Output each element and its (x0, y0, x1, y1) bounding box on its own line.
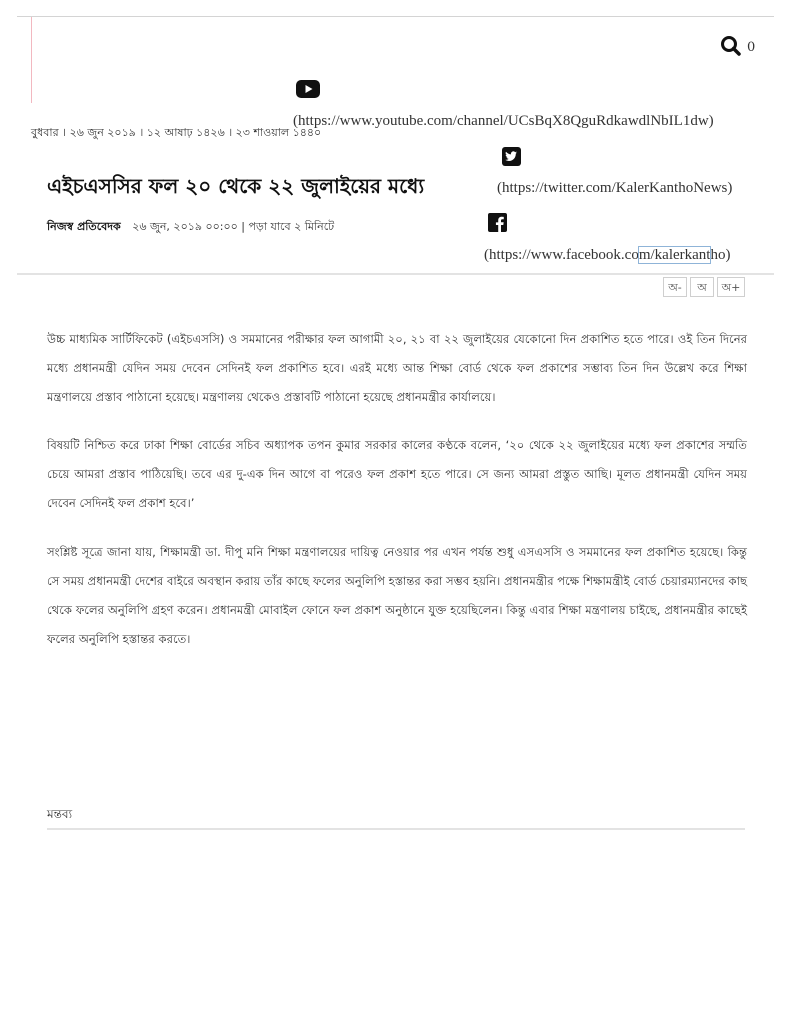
youtube-link[interactable]: (https://www.youtube.com/channel/UCsBqX8QguRdkawdlNbIL1dw) (293, 113, 714, 129)
font-decrease-button[interactable]: অ- (663, 277, 687, 297)
comments-divider (47, 828, 745, 830)
facebook-link-prefix: (https://www.facebook.co (484, 247, 639, 263)
left-accent-line (31, 17, 32, 103)
font-increase-button[interactable]: অ+ (717, 277, 745, 297)
facebook-link[interactable] (484, 247, 730, 264)
article-paragraph-2: বিষয়টি নিশ্চিত করে ঢাকা শিক্ষা বোর্ডের সচিব অধ্যাপক তপন কুমার সরকার কালের কণ্ঠকে বলেন, ‘২০ থেকে ২২ জুলাইয়ের মধ্যে ফল প্রকাশের সম্মতি চেয়ে আমরা প্রস্তাব পাঠিয়েছি। তবে এর দু-এক দিন আগে বা পরেও ফল প্রকাশ হতে পারে। সে জন্য আমরা প্রস্তুত আছি। মূলত প্রধানমন্ত্রী যেদিন সময় দেবেন সেদিনই ফল প্রকাশ হবে।’ (47, 438, 747, 510)
article-paragraph-3: সংশ্লিষ্ট সূত্রে জানা যায়, শিক্ষামন্ত্রী ডা. দীপু মনি শিক্ষা মন্ত্রণালয়ের দায়িত্ব নেওয়ার পর এখন পর্যন্ত শুধু এসএসসি ও সমমানের ফল প্রকাশিত হয়েছে। কিন্তু সে সময় প্রধানমন্ত্রী দেশের বাইরে অবস্থান করায় তাঁর কাছে ফলের অনুলিপি হস্তান্তর করা সম্ভব হয়নি। প্রধানমন্ত্রীর পক্ষে শিক্ষামন্ত্রীই বোর্ড চেয়ারম্যানদের কাছ থেকে ফলের অনুলিপি গ্রহণ করেন। প্রধানমন্ত্রী মোবাইল ফোনে ফল প্রকাশ অনুষ্ঠানে যুক্ত হয়েছিলেন। কিন্তু এবার শিক্ষা মন্ত্রণালয় চাইছে, প্রধানমন্ত্রীর কাছেই ফলের অনুলিপি হস্তান্তর করতে। (47, 545, 747, 646)
date-line: বুধবার । ২৬ জুন ২০১৯ । ১২ আষাঢ় ১৪২৬ । ২৩ শাওয়াল ১৪৪০ (31, 126, 322, 139)
search-count: 0 (747, 40, 756, 55)
byline (47, 218, 334, 237)
facebook-icon[interactable] (488, 213, 507, 232)
article-paragraph-1: উচ্চ মাধ্যমিক সার্টিফিকেট (এইচএসসি) ও সমমানের পরীক্ষার ফল আগামী ২০, ২১ বা ২২ জুলাইয়ের যেকোনো দিন প্রকাশিত হতে পারে। ওই তিন দিনের মধ্যে প্রধানমন্ত্রী যেদিন সময় দেবেন সেদিনই ফল প্রকাশিত হবে। এরই মধ্যে আন্ত শিক্ষা বোর্ড থেকে ফল প্রকাশের সম্ভাব্য তিন দিন উল্লেখ করে শিক্ষা মন্ত্রণালয়ে প্রস্তাব পাঠানো হয়েছে। মন্ত্রণালয় থেকেও প্রস্তাবটি পাঠানো হয়েছে প্রধানমন্ত্রীর কার্যালয়ে। (47, 332, 747, 404)
article-title: এইচএসসির ফল ২০ থেকে ২২ জুলাইয়ের মধ্যে (47, 174, 425, 198)
top-divider (17, 16, 774, 17)
facebook-link-highlight: m/kalerkant (638, 247, 711, 263)
twitter-icon[interactable] (502, 147, 521, 166)
comments-heading: মন্তব্য (47, 807, 73, 821)
facebook-link-suffix: ho) (710, 247, 731, 263)
byline-author[interactable]: নিজস্ব প্রতিবেদক (47, 220, 121, 233)
header-divider (17, 273, 774, 275)
search-icon[interactable] (720, 35, 750, 57)
byline-date: ২৬ জুন, ২০১৯ ০০:০০ | পড়া যাবে ২ মিনিটে (132, 220, 335, 233)
twitter-link[interactable]: (https://twitter.com/KalerKanthoNews) (497, 180, 733, 196)
font-reset-button[interactable]: অ (690, 277, 714, 297)
youtube-icon[interactable] (296, 80, 320, 98)
